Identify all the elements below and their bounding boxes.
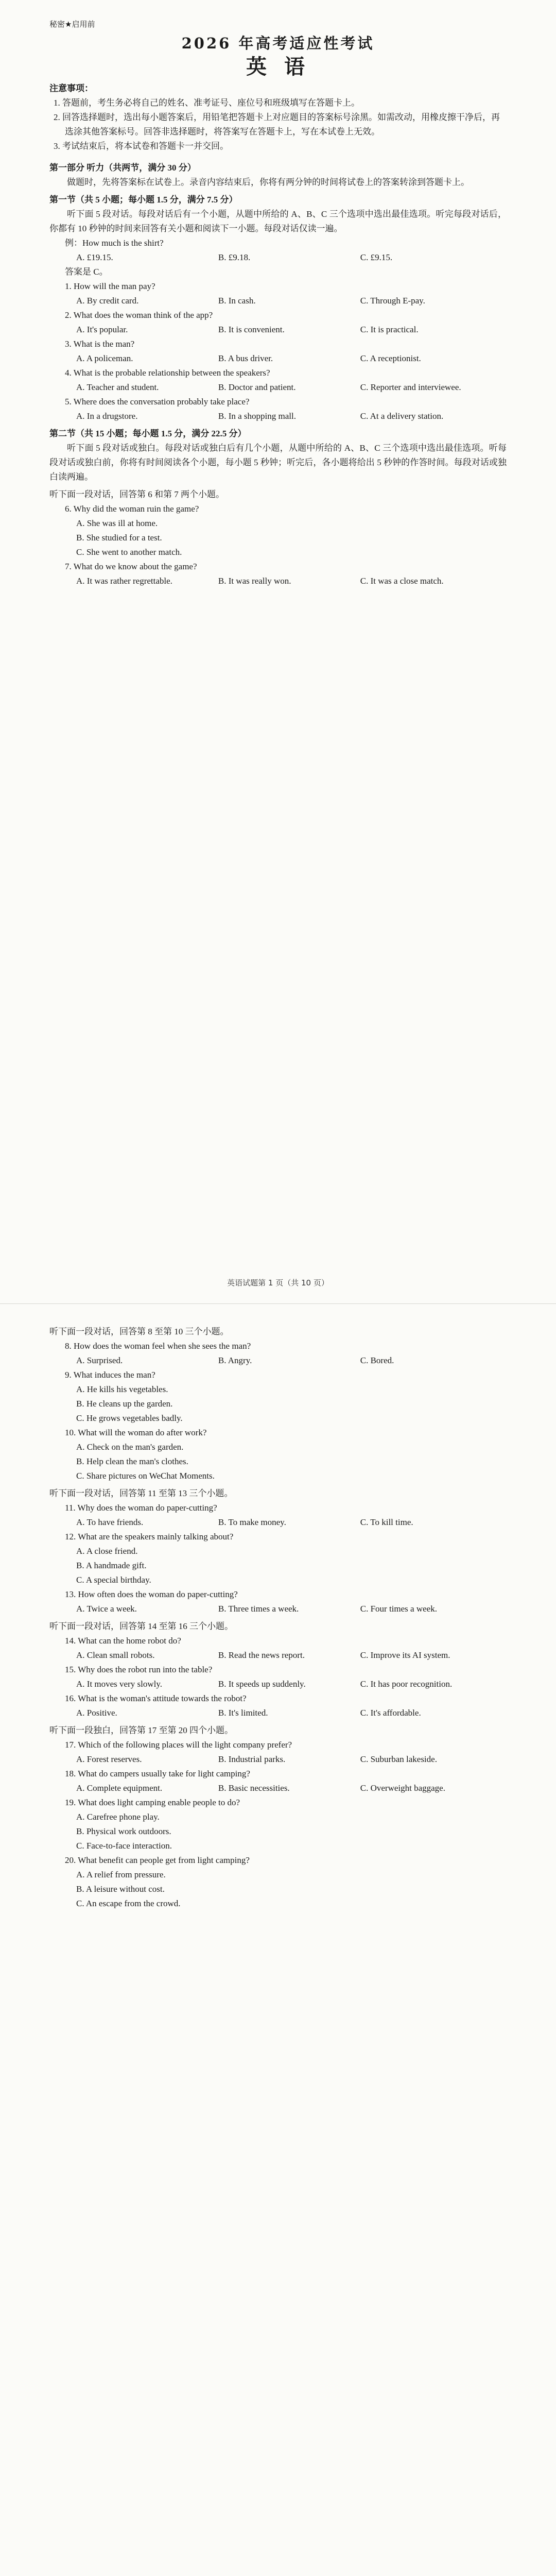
option: A. A close friend. [76, 1546, 138, 1556]
group-head: 听下面一段对话，回答第 6 和第 7 两个小题。 [49, 489, 224, 499]
option: A. Forest reserves. [76, 1754, 142, 1764]
question-text: 10. What will the woman do after work? [65, 1428, 207, 1437]
question-options [49, 1602, 507, 1616]
example-answer: 答案是 C。 [65, 267, 108, 277]
section-intro: 听下面 5 段对话或独白。每段对话或独白后有几个小题，从题中所给的 A、B、C 三个选项中选出最佳选项。听每段对话或独白前，你将有时间阅读各个小题，每小题 5 秒钟；听完后，各小题将给出 5 秒钟的作答时间。每段对话或独白读两遍。 [49, 443, 507, 482]
option: B. Help clean the man's clothes. [76, 1456, 188, 1466]
option: B. Industrial parks. [218, 1754, 286, 1764]
option: B. Physical work outdoors. [76, 1826, 171, 1836]
group-head: 听下面一段对话，回答第 14 至第 16 三个小题。 [49, 1621, 233, 1631]
option: C. It is practical. [360, 325, 419, 334]
option: A. Carefree phone play. [76, 1812, 160, 1822]
question-options [49, 409, 507, 423]
question-text: 20. What benefit can people get from light camping? [65, 1855, 250, 1865]
option: A. By credit card. [76, 296, 139, 306]
section-title: 第一节（共 5 小题；每小题 1.5 分，满分 7.5 分） [49, 195, 238, 205]
option: B. It is convenient. [218, 325, 285, 334]
option: A. Surprised. [76, 1355, 123, 1365]
question-text: 5. Where does the conversation probably take place? [65, 397, 250, 406]
option: A. Teacher and student. [76, 382, 159, 392]
question-options [49, 516, 507, 560]
question-options [49, 1752, 507, 1767]
option: A. A policeman. [76, 353, 133, 363]
group-head: 听下面一段对话，回答第 8 至第 10 三个小题。 [49, 1327, 229, 1336]
option: B. It's limited. [218, 1708, 268, 1718]
option: C. Overweight baggage. [360, 1783, 445, 1793]
question-options [49, 294, 507, 308]
group-head: 听下面一段独白，回答第 17 至第 20 四个小题。 [49, 1725, 233, 1735]
option: B. He cleans up the garden. [76, 1399, 173, 1409]
option: A. Complete equipment. [76, 1783, 163, 1793]
example-options [49, 250, 507, 265]
option: C. She went to another match. [76, 547, 182, 557]
secret-label: 秘密★启用前 [49, 20, 95, 29]
option: A. Check on the man's garden. [76, 1442, 184, 1452]
subject-title: 英 语 [246, 55, 310, 79]
question-list-1 [49, 279, 507, 423]
option: C. £9.15. [360, 252, 393, 262]
option: C. He grows vegetables badly. [76, 1413, 183, 1423]
exam-title: 2026 年高考适应性考试 [181, 35, 375, 52]
option: C. To kill time. [360, 1517, 413, 1527]
group-head: 听下面一段对话，回答第 11 至第 13 三个小题。 [49, 1488, 233, 1498]
question-options [49, 1382, 507, 1426]
question-text: 1. How will the man pay? [65, 281, 155, 291]
option: A. It's popular. [76, 325, 128, 334]
option: A. Positive. [76, 1708, 117, 1718]
option: B. Three times a week. [218, 1604, 299, 1614]
part-intro: 做题时，先将答案标在试卷上。录音内容结束后，你将有两分钟的时间将试卷上的答案转涂到答题卡上。 [67, 177, 470, 187]
option: B. Doctor and patient. [218, 382, 296, 392]
question-text: 7. What do we know about the game? [65, 562, 197, 571]
option: C. Reporter and interviewee. [360, 382, 461, 392]
question-text: 12. What are the speakers mainly talking about? [65, 1532, 234, 1541]
question-text: 4. What is the probable relationship between the speakers? [65, 368, 270, 378]
option: B. It was really won. [218, 576, 291, 586]
question-text: 6. Why did the woman ruin the game? [65, 504, 199, 514]
question-options [49, 323, 507, 337]
option: A. She was ill at home. [76, 518, 158, 528]
question-text: 18. What do campers usually take for light camping? [65, 1769, 250, 1778]
option: A. £19.15. [76, 252, 113, 262]
option: A. It was rather regrettable. [76, 576, 172, 586]
option: C. An escape from the crowd. [76, 1899, 181, 1908]
option: B. Angry. [218, 1355, 252, 1365]
option: C. At a delivery station. [360, 411, 444, 421]
question-options [49, 1810, 507, 1853]
question-text: 13. How often does the woman do paper-cutting? [65, 1589, 238, 1599]
notice-item: 1. 答题前，考生务必将自己的姓名、准考证号、座位号和班级填写在答题卡上。 [54, 98, 360, 108]
option: A. A relief from pressure. [76, 1870, 166, 1879]
option: C. A receptionist. [360, 353, 421, 363]
option: C. Four times a week. [360, 1604, 437, 1614]
option: A. He kills his vegetables. [76, 1384, 168, 1394]
question-options [49, 351, 507, 366]
page-footer: 英语试题第 1 页（共 10 页） [227, 1278, 329, 1287]
question-text: 16. What is the woman's attitude towards the robot? [65, 1693, 247, 1703]
exam-page-2 [0, 1303, 556, 2576]
notice-item: 2. 回答选择题时，选出每小题答案后，用铅笔把答题卡上对应题目的答案标号涂黑。如需改动，用橡皮擦干净后，再选涂其他答案标号。回答非选择题时，将答案写在答题卡上，写在本试卷上无效。 [54, 112, 500, 137]
question-options [49, 380, 507, 395]
question-text: 2. What does the woman think of the app? [65, 310, 213, 320]
option: A. Clean small robots. [76, 1650, 155, 1660]
option: B. In a shopping mall. [218, 411, 296, 421]
option: C. Share pictures on WeChat Moments. [76, 1471, 215, 1481]
option: B. In cash. [218, 296, 256, 306]
question-options [49, 1648, 507, 1663]
option: B. A handmade gift. [76, 1561, 147, 1570]
example-question: 例：How much is the shirt? [65, 238, 164, 248]
option: B. To make money. [218, 1517, 286, 1527]
question-options [49, 1706, 507, 1720]
question-text: 9. What induces the man? [65, 1370, 155, 1380]
notice-title: 注意事项： [49, 83, 93, 93]
option: A. To have friends. [76, 1517, 144, 1527]
option: C. Bored. [360, 1355, 394, 1365]
option: B. A leisure without cost. [76, 1884, 165, 1894]
question-options [49, 1868, 507, 1911]
question-text: 17. Which of the following places will the light company prefer? [65, 1740, 292, 1750]
question-options [49, 1440, 507, 1483]
option: C. Improve its AI system. [360, 1650, 450, 1660]
option: C. It has poor recognition. [360, 1679, 453, 1689]
question-options [49, 1353, 507, 1368]
option: A. Twice a week. [76, 1604, 137, 1614]
question-text: 3. What is the man? [65, 339, 135, 349]
question-options [49, 1781, 507, 1795]
question-text: 19. What does light camping enable people to do? [65, 1798, 240, 1807]
question-text: 14. What can the home robot do? [65, 1636, 181, 1646]
option: C. Through E-pay. [360, 296, 425, 306]
option: B. It speeds up suddenly. [218, 1679, 306, 1689]
option: C. A special birthday. [76, 1575, 151, 1585]
option: B. £9.18. [218, 252, 251, 262]
section-intro: 听下面 5 段对话。每段对话后有一个小题，从题中所给的 A、B、C 三个选项中选出最佳选项。听完每段对话后，你都有 10 秒钟的时间来回答有关小题和阅读下一小题。每段对话仅读一遍。 [49, 209, 507, 233]
part-title: 第一部分 听力（共两节，满分 30 分） [49, 163, 196, 173]
question-text: 11. Why does the woman do paper-cutting? [65, 1503, 217, 1513]
option: B. She studied for a test. [76, 533, 162, 543]
question-text: 8. How does the woman feel when she sees the man? [65, 1341, 251, 1351]
notice-item: 3. 考试结束后，将本试卷和答题卡一并交回。 [54, 141, 229, 151]
option: B. Read the news report. [218, 1650, 305, 1660]
option: A. It moves very slowly. [76, 1679, 162, 1689]
option: C. It's affordable. [360, 1708, 421, 1718]
option: C. Suburban lakeside. [360, 1754, 437, 1764]
question-options [49, 1515, 507, 1530]
option: C. It was a close match. [360, 576, 444, 586]
option: C. Face-to-face interaction. [76, 1841, 172, 1851]
option: A. In a drugstore. [76, 411, 138, 421]
section-title: 第二节（共 15 小题；每小题 1.5 分，满分 22.5 分） [49, 429, 247, 438]
question-options [49, 574, 507, 588]
option: B. A bus driver. [218, 353, 273, 363]
question-options [49, 1677, 507, 1691]
question-text: 15. Why does the robot run into the table? [65, 1665, 213, 1674]
option: B. Basic necessities. [218, 1783, 290, 1793]
question-options [49, 1544, 507, 1587]
